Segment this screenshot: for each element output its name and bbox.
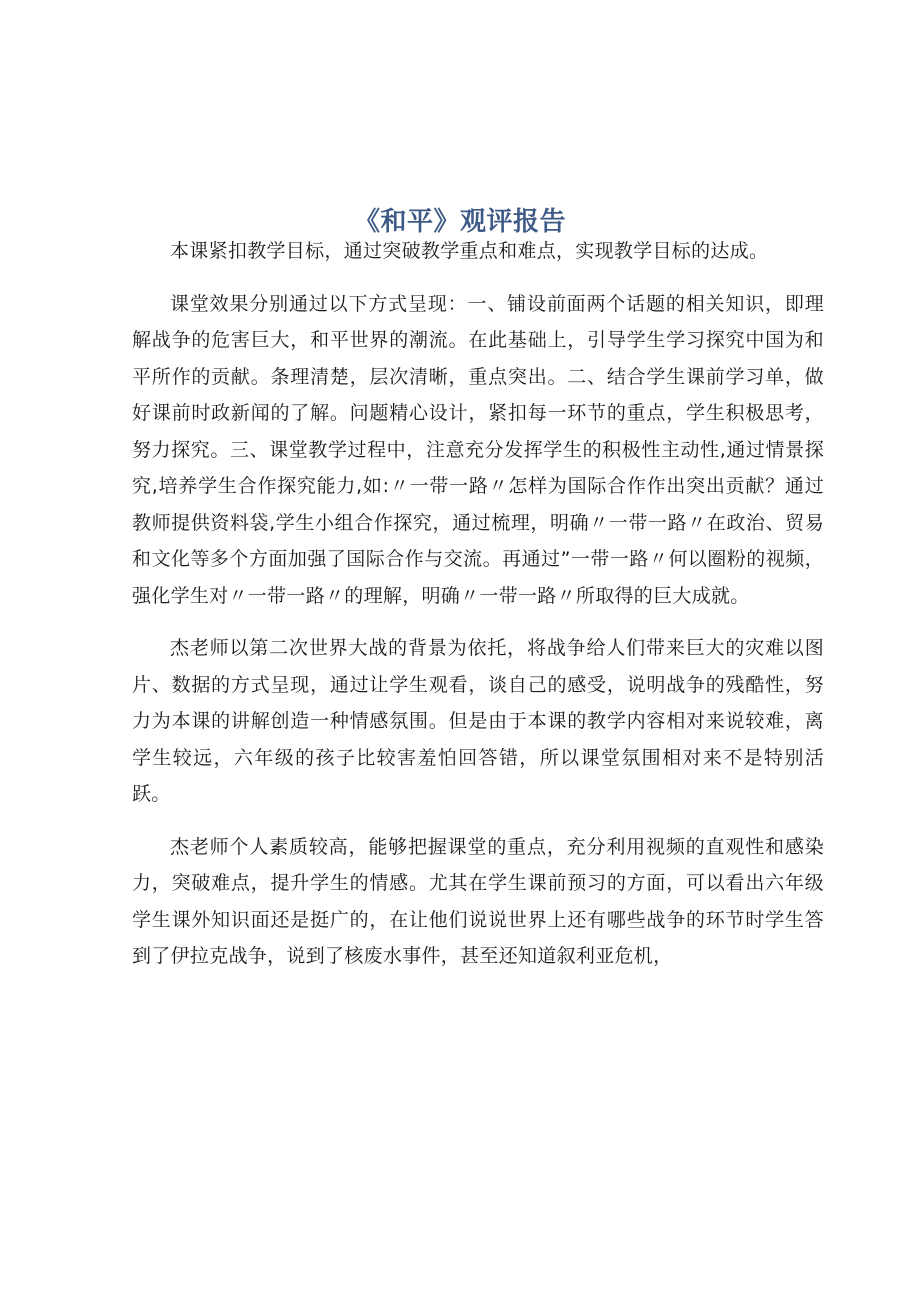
document-title: 《和平》观评报告 [353, 207, 566, 238]
paragraph-classroom-effect: 课堂效果分别通过以下方式呈现：一、铺设前面两个话题的相关知识，即理解战争的危害巨大，和平世界的潮流。在此基础上，引导学生学习探究中国为和平所作的贡献。条理清楚，层次清晰，重点突出。二、结合学生课前学习单，做好课前时政新闻的了解。问题精心设计，紧扣每一环节的重点，学生积极思考，努力探究。三、课堂教学过程中，注意充分发挥学生的积极性主动性,通过情景探究,培养学生合作探究能力,如:〃一带一路〃怎样为国际合作作出突出贡献？通过教师提供资料袋,学生小组合作探究，通过梳理，明确〃一带一路〃在政治、贸易和文化等多个方面加强了国际合作与交流。再通过”一带一路〃何以圈粉的视频，强化学生对〃一带一路〃的理解，明确〃一带一路〃所取得的巨大成就。 [132, 292, 824, 607]
paragraph-teacher-quality: 杰老师个人素质较高，能够把握课堂的重点，充分利用视频的直观性和感染力，突破难点，提升学生的情感。尤其在学生课前预习的方面，可以看出六年级学生课外知识面还是挺广的，在让他们说说世界上还有哪些战争的环节时学生答到了伊拉克战争，说到了核废水事件，甚至还知道叙利亚危机， [132, 835, 824, 967]
paragraph-summary: 本课紧扣教学目标，通过突破教学重点和难点，实现教学目标的达成。 [170, 240, 769, 262]
paragraph-war-background: 杰老师以第二次世界大战的背景为依托，将战争给人们带来巨大的灾难以图片、数据的方式呈现，通过让学生观看，谈自己的感受，说明战争的残酷性，努力为本课的讲解创造一种情感氛围。但是由于本课的教学内容相对来说较难，离学生较远，六年级的孩子比较害羞怕回答错，所以课堂氛围相对来不是特别活跃。 [132, 637, 824, 805]
document-body [132, 233, 824, 975]
